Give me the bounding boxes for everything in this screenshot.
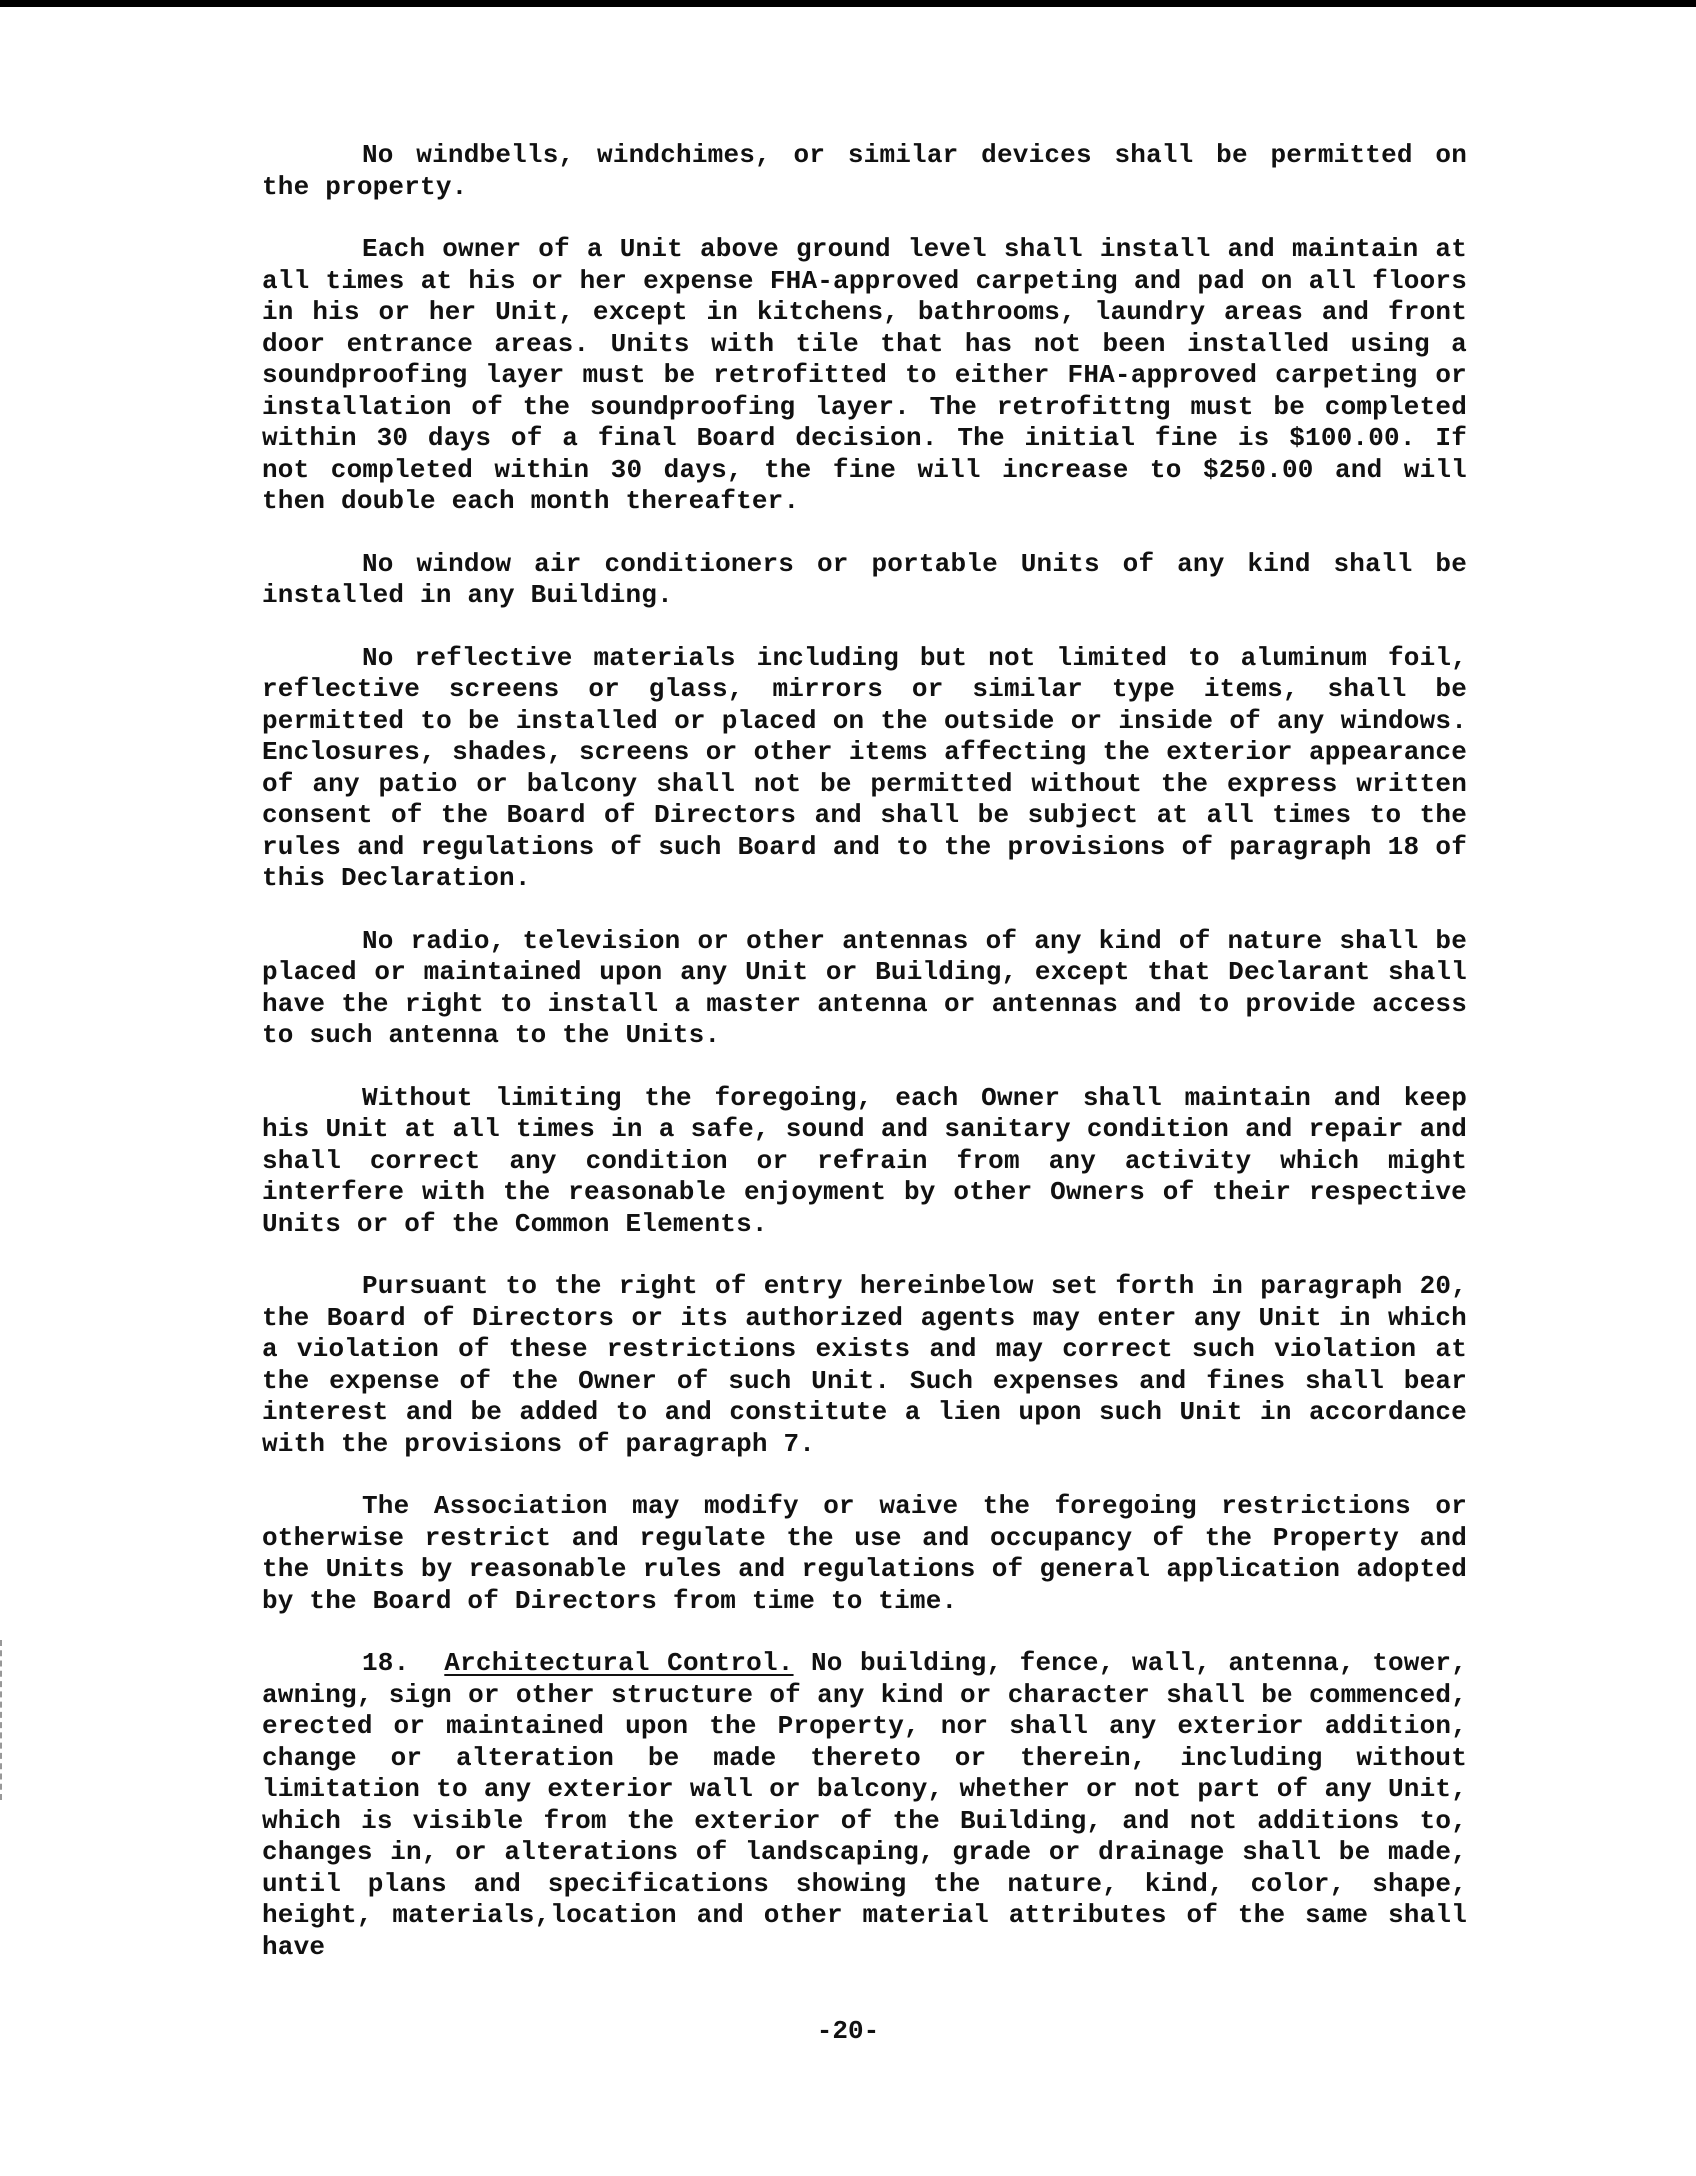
paragraph-reflective-materials: No reflective materials including but not limited to aluminum foil, reflective screens or glass, mirrors or similar type items, shall be permitted to be installed or placed on the outside or inside of any windows. Enclosures, shades, screens or other items affecting the exterior appearance of any patio or balcony shall not be permitted without the express written consent of the Board of Directors and shall be subject at all times to the rules and regulations of such Board and to the provisions of paragraph 18 of this Declaration. (262, 642, 1467, 893)
scan-edge-mark (0, 1640, 8, 1800)
document-page (262, 140, 1467, 1994)
paragraph-windbells: No windbells, windchimes, or similar devices shall be permitted on the property. (262, 140, 1467, 202)
paragraph-air-conditioners: No window air conditioners or portable Units of any kind shall be installed in any Building. (262, 548, 1467, 610)
section-18-paragraph (262, 1648, 1467, 1963)
scan-top-border (0, 0, 1696, 7)
paragraph-maintenance: Without limiting the foregoing, each Owner shall maintain and keep his Unit at all times in a safe, sound and sanitary condition and repair and shall correct any condition or refrain from any activity which might interfere with the reasonable enjoyment by other Owners of their respective Units or of the Common Elements. (262, 1082, 1467, 1239)
paragraph-right-of-entry: Pursuant to the right of entry hereinbelow set forth in paragraph 20, the Board of Directors or its authorized agents may enter any Unit in which a violation of these restrictions exists and may correct such violation at the expense of the Owner of such Unit. Such expenses and fines shall bear interest and be added to and constitute a lien upon such Unit in accordance with the provisions of paragraph 7. (262, 1271, 1467, 1459)
paragraph-association-rules: The Association may modify or waive the foregoing restrictions or otherwise restrict and regulate the use and occupancy of the Property and the Units by reasonable rules and regulations of general application adopted by the Board of Directors from time to time. (262, 1491, 1467, 1616)
paragraph-carpeting: Each owner of a Unit above ground level shall install and maintain at all times at his or her expense FHA-approved carpeting and pad on all floors in his or her Unit, except in kitchens, bathrooms, laundry areas and front door entrance areas. Units with tile that has not been installed using a soundproofing layer must be retrofitted to either FHA-approved carpeting or installation of the soundproofing layer. The retrofittng must be completed within 30 days of a final Board decision. The initial fine is $100.00. If not completed within 30 days, the fine will increase to $250.00 and will then double each month thereafter. (262, 234, 1467, 516)
page-number: -20- (816, 2016, 880, 2046)
section-18-text: No building, fence, wall, antenna, tower, awning, sign or other structure of any kind or character shall be commenced, erected or maintained upon the Property, nor shall any exterior addition, change or alteration be made thereto or therein, including without limitation to any exterior wall or balcony, whether or not part of any Unit, which is visible from the exterior of the Building, and not additions to, changes in, or alterations of landscaping, grade or drainage shall be made, until plans and specifications showing the nature, kind, color, shape, height, materials,location and other material attributes of the same shall have (262, 1648, 1468, 1962)
section-title: Architectural Control. (444, 1648, 794, 1678)
section-number: 18. (362, 1648, 410, 1678)
paragraph-antennas: No radio, television or other antennas of any kind of nature shall be placed or maintained upon any Unit or Building, except that Declarant shall have the right to install a master antenna or antennas and to provide access to such antenna to the Units. (262, 925, 1467, 1050)
